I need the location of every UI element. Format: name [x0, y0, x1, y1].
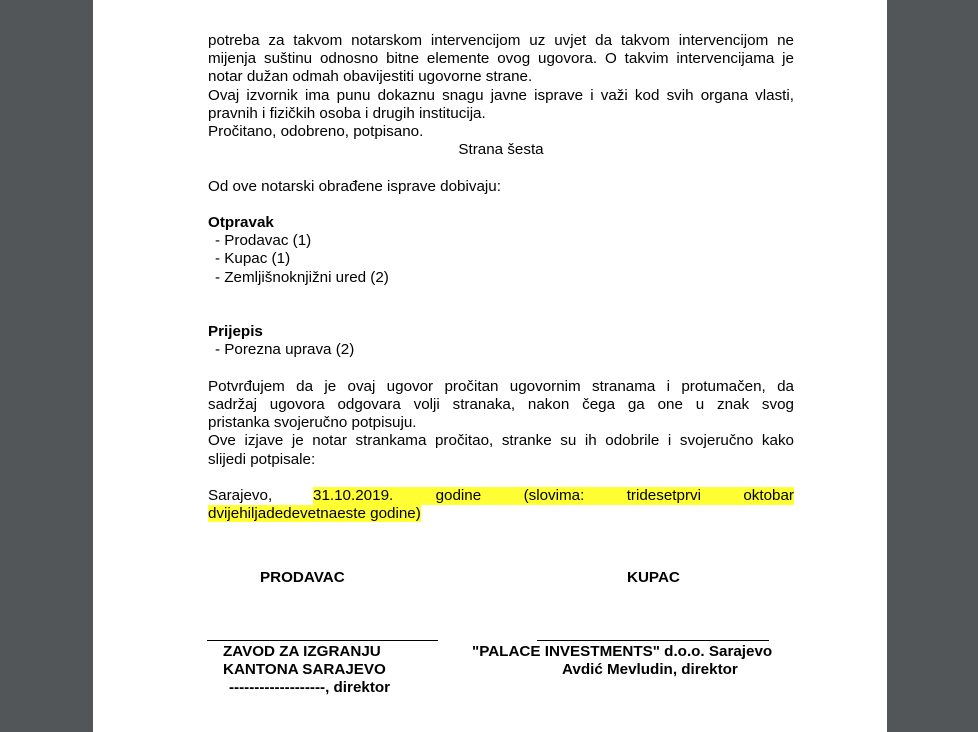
paragraph-notary-intervention — [208, 32, 794, 87]
text-line: Ove izjave je notar strankama pročitao, stranke su ih odobrile i svojeručno kako — [208, 432, 794, 450]
spacer — [208, 287, 794, 305]
text-line: pravnih i fizičkih osoba i drugih institucija. — [208, 104, 486, 122]
seller-title: PRODAVAC — [260, 569, 345, 586]
place-date-line1 — [208, 487, 794, 505]
list-item: - Prodavac (1) — [215, 232, 312, 250]
buyer-name-line: "PALACE INVESTMENTS" d.o.o. Sarajevo — [472, 643, 773, 660]
page-label: Strana šesta — [458, 141, 544, 159]
otpravak-heading: Otpravak — [208, 214, 274, 231]
text-line: sadržaj ugovora odgovara volji stranaka, nakon čega ga one u znak svog — [208, 395, 794, 413]
seller-name — [223, 643, 390, 698]
paragraph-statement — [208, 432, 794, 468]
otpravak-section — [208, 214, 794, 287]
document-page — [93, 0, 887, 732]
seller-director-line: -------------------, direktor — [229, 679, 391, 697]
buyer-director-line: Avdić Mevludin, direktor — [562, 661, 738, 679]
text-line: pristanka svojeručno potpisuju. — [208, 414, 417, 432]
date-text: 31.10.2019. godine (slovima: tridesetprvi oktobar — [313, 486, 794, 504]
read-approved-signed: Pročitano, odobreno, potpisano. — [208, 123, 424, 141]
seller-signature-line — [207, 640, 438, 641]
text-line: Potvrđujem da je ovaj ugovor pročitan ugovornim stranama i protumačen, da — [208, 377, 794, 395]
document-body — [208, 32, 794, 523]
seller-name-line: KANTONA SARAJEVO — [223, 661, 386, 679]
place-date — [208, 487, 794, 523]
buyer-signature-line — [537, 640, 769, 641]
text-line: mijenja suštinu odnosno bitne elemente ovog ugovora. O takvim intervencijama je — [208, 50, 794, 68]
buyer-title: KUPAC — [627, 569, 680, 586]
paragraph-confirmation — [208, 378, 794, 433]
text-line: Ovaj izvornik ima punu dokaznu snagu javne isprave i važi kod svih organa vlasti, — [208, 86, 794, 104]
spacer — [208, 196, 794, 214]
buyer-name — [472, 643, 792, 679]
copies-intro: Od ove notarski obrađene isprave dobivaju: — [208, 177, 501, 195]
text-line: slijedi potpisale: — [208, 450, 316, 468]
list-item: - Zemljišnoknjižni ured (2) — [215, 268, 389, 286]
place-date-line2 — [208, 505, 794, 523]
date-highlight: dvijehiljadedevetnaeste godine) — [208, 505, 421, 523]
spacer — [208, 305, 794, 323]
prijepis-section — [208, 323, 794, 359]
place: Sarajevo, — [208, 486, 273, 504]
spacer — [208, 469, 794, 487]
text-line: notar dužan odmah obavijestiti ugovorne strane. — [208, 68, 533, 86]
spacer — [208, 360, 794, 378]
date-highlight — [313, 487, 794, 505]
paragraph-evidence — [208, 87, 794, 123]
seller-name-line: ZAVOD ZA IZGRANJU — [223, 643, 381, 660]
prijepis-heading: Prijepis — [208, 323, 263, 341]
spacer — [208, 159, 794, 177]
text-line: potreba za takvom notarskom intervencijom uz uvjet da takvom intervencijom ne — [208, 32, 794, 49]
list-item: - Kupac (1) — [215, 250, 291, 268]
list-item: - Porezna uprava (2) — [215, 341, 355, 359]
